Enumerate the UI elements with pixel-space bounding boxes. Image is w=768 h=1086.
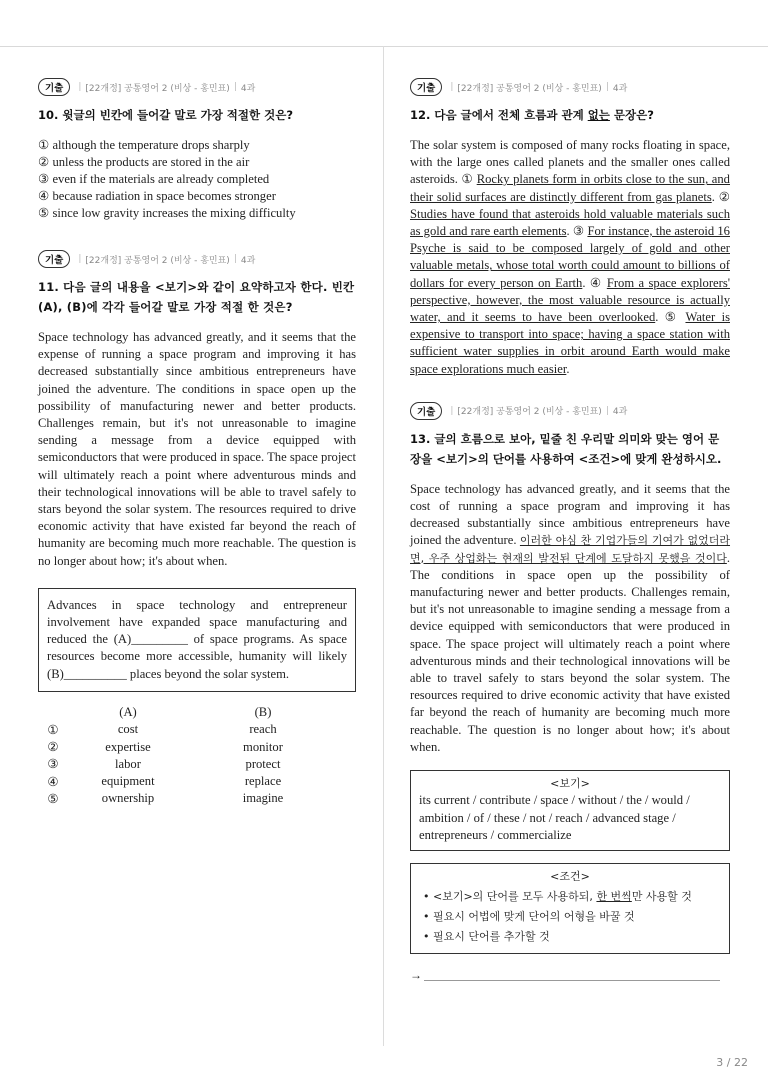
question-title: 13. 글의 흐름으로 보아, 밑줄 친 우리말 의미와 맞는 영어 문장을 <보기>의 단어를 사용하여 <조건>에 맞게 완성하시오. (410, 431, 722, 466)
course-label: [22개정] 공통영어 2 (비상 - 홍민표) (85, 83, 230, 94)
lesson-label: 4과 (240, 83, 256, 94)
question-13 (410, 402, 730, 983)
passage: The solar system is composed of many rocks floating in space, with the large ones called planets and the smaller ones called asteroids. ① Rocky planets form in orbits close to the sun, and their solid surfaces are distinctly different from gas planets. ② Studies have found that asteroids hold valuable materials such as gold and rare earth elements. ③ For instance, the asteroid 16 Psyche is said to be composed largely of gold and other valuable metals, whose total worth could amount to billions of dollars for every person on Earth. ④ From a space explorers' perspective, however, the most valuable resource is actually water, and it seems to have been overlooked. ⑤ Water is expensive to transport into space; having a space station with sufficient water supplies in orbit around Earth would make space explorations much easier. (410, 138, 730, 376)
sentence-5: Water is expensive to transport into space; having a space station with sufficient water supplies in orbit around Earth would make space explorations much easier (410, 310, 730, 376)
question-tagline: 기출 | [22개정] 공통영어 2 (비상 - 홍민표) | 4과 (38, 78, 356, 96)
choice-b: replace (244, 774, 282, 789)
arrow-icon: → (410, 968, 422, 983)
condition-item: • 필요시 어법에 맞게 단어의 어형을 바꿀 것 (423, 910, 635, 924)
choice-number: ⑤ (47, 791, 59, 806)
choice-b: monitor (243, 739, 283, 754)
conditions-box (410, 863, 730, 954)
question-tagline: 기출 | [22개정] 공통영어 2 (비상 - 홍민표) | 4과 (410, 78, 730, 96)
summary-box: Advances in space technology and entrepreneur involvement have expanded space manufacturing and reduced the (A)_________ of space programs. As space resources become more accessible, humanity will likely (B)__________ places beyond the solar system. (38, 588, 356, 692)
choice-a: cost (117, 722, 139, 737)
left-column (38, 78, 356, 808)
header-rule (0, 46, 768, 47)
choice-number: ③ (47, 757, 59, 772)
sentence-1: Rocky planets form in orbits close to the sun, and their solid surfaces are distinctly different from gas planets (410, 172, 730, 204)
column-header-b: (B) (254, 705, 272, 719)
answer-choices-table (38, 704, 338, 808)
sentence-2: Studies have found that asteroids hold valuable materials such as gold and rare earth elements (410, 206, 730, 239)
condition-item: • 필요시 단어를 추가할 것 (423, 930, 550, 944)
choice-row[interactable] (38, 773, 338, 790)
question-title: 11. 다음 글의 내용을 <보기>와 같이 요약하고자 한다. 빈칸 (A), (B)에 각각 들어갈 말로 가장 적절 한 것은? (38, 280, 355, 314)
choice-row[interactable] (38, 756, 338, 773)
lesson-label: 4과 (240, 255, 256, 266)
passage: Space technology has advanced greatly, and it seems that the cost of running a space program and improving it has decreased substantially since ambitious entrepreneurs have joined the adventure. 이러한 야심 찬 기업가들의 기여가 없었더라면, 우주 상업화는 현재의 발전된 단계에 도달하지 못했을 것이다. The conditions in space open up the possibility of manufacturing newer and better products. Challenges remain, but it's not unreasonable to imagine sending a message from a device equipped with semiconductors that were produced in space. The space project will ultimately reach a point where adventurous minds and their technological innovations will be able to travel safely to stars beyond the solar system. The resources required to drive economic activity that have existed far beyond the reach of humanity are becoming much more reachable. The question is no longer about how; it's about when. (410, 481, 731, 754)
question-tagline: 기출 | [22개정] 공통영어 2 (비상 - 홍민표) | 4과 (410, 402, 730, 420)
choice-row[interactable] (38, 738, 338, 755)
question-10 (38, 78, 356, 222)
choice-b: reach (249, 722, 277, 737)
choice-a: equipment (101, 774, 155, 789)
option[interactable]: ① although the temperature drops sharply (38, 138, 250, 152)
question-11 (38, 250, 356, 808)
choice-a: expertise (105, 739, 151, 754)
column-divider (383, 46, 384, 1046)
conditions-list (419, 887, 721, 947)
past-exam-badge: 기출 (410, 78, 442, 96)
options-list (38, 137, 356, 222)
page-number: 3 / 22 (716, 1056, 748, 1069)
question-title: 10. 윗글의 빈칸에 들어갈 말로 가장 적절한 것은? (38, 108, 294, 122)
question-title: 12. 다음 글에서 전체 흐름과 관계 없는 문장은? (410, 108, 654, 122)
course-label: [22개정] 공통영어 2 (비상 - 홍민표) (457, 83, 602, 94)
choice-a: labor (115, 756, 141, 771)
choice-b: protect (245, 756, 281, 771)
choice-a: ownership (101, 791, 155, 806)
option[interactable]: ⑤ since low gravity increases the mixing difficulty (38, 206, 296, 220)
bogi-box (410, 770, 730, 851)
question-12 (410, 78, 730, 378)
course-label: [22개정] 공통영어 2 (비상 - 홍민표) (85, 255, 230, 266)
choice-number: ① (47, 722, 59, 737)
past-exam-badge: 기출 (38, 250, 70, 268)
option[interactable]: ② unless the products are stored in the air (38, 155, 250, 169)
course-label: [22개정] 공통영어 2 (비상 - 홍민표) (457, 407, 602, 418)
condition-item: • <보기>의 단어를 모두 사용하되, 한 번씩만 사용할 것 (423, 890, 692, 904)
choice-row[interactable] (38, 790, 338, 807)
question-tagline: 기출 | [22개정] 공통영어 2 (비상 - 홍민표) | 4과 (38, 250, 356, 268)
answer-blank[interactable] (424, 970, 720, 981)
choice-number: ② (47, 740, 59, 755)
sentence-3: For instance, the asteroid 16 Psyche is said to be composed largely of gold and other valuable metals, whose total worth could amount to billions of dollars for every person on Earth (410, 224, 730, 290)
past-exam-badge: 기출 (38, 78, 70, 96)
emphasis-underline: 없는 (587, 108, 610, 122)
passage: Space technology has advanced greatly, and it seems that the expense of running a space program and improving it has decreased substantially since ambitious entrepreneurs have joined the adventure. The conditions in space open up the possibility of manufacturing newer and better products. Challenges remain, but it's not unreasonable to imagine sending a message from a device equipped with semiconductors that were produced in space. The space project will ultimately reach a point where adventurous minds and their technological innovations will be able to travel safely to stars beyond the solar system. The resources required to drive economic activity that have existed far beyond the reach of humanity are becoming much more reachable. The question is no longer about how; it's about when. (38, 330, 356, 568)
lesson-label: 4과 (612, 407, 628, 418)
underlined-korean-sentence: 이러한 야심 찬 기업가들의 기여가 없었더라면, 우주 상업화는 현재의 발전된 단계에 도달하지 못했을 것이다 (410, 534, 731, 565)
answer-line (410, 968, 730, 983)
option[interactable]: ③ even if the materials are already completed (38, 172, 270, 186)
column-header-a: (A) (119, 705, 137, 719)
choice-b: imagine (242, 791, 284, 806)
right-column (410, 78, 730, 983)
bogi-title: <보기> (550, 777, 590, 791)
choice-row[interactable] (38, 721, 338, 738)
conditions-title: <조건> (550, 869, 590, 883)
option[interactable]: ④ because radiation in space becomes stronger (38, 189, 276, 203)
bogi-words: its current / contribute / space / without / the / would / ambition / of / these / not / reach / advanced stage / entrepreneurs / commercialize (419, 793, 690, 842)
lesson-label: 4과 (612, 83, 628, 94)
past-exam-badge: 기출 (410, 402, 442, 420)
sentence-4: From a space explorers' perspective, however, the most valuable resource is actually water, and it seems to have been overlooked (410, 275, 730, 325)
choice-number: ④ (47, 774, 59, 789)
